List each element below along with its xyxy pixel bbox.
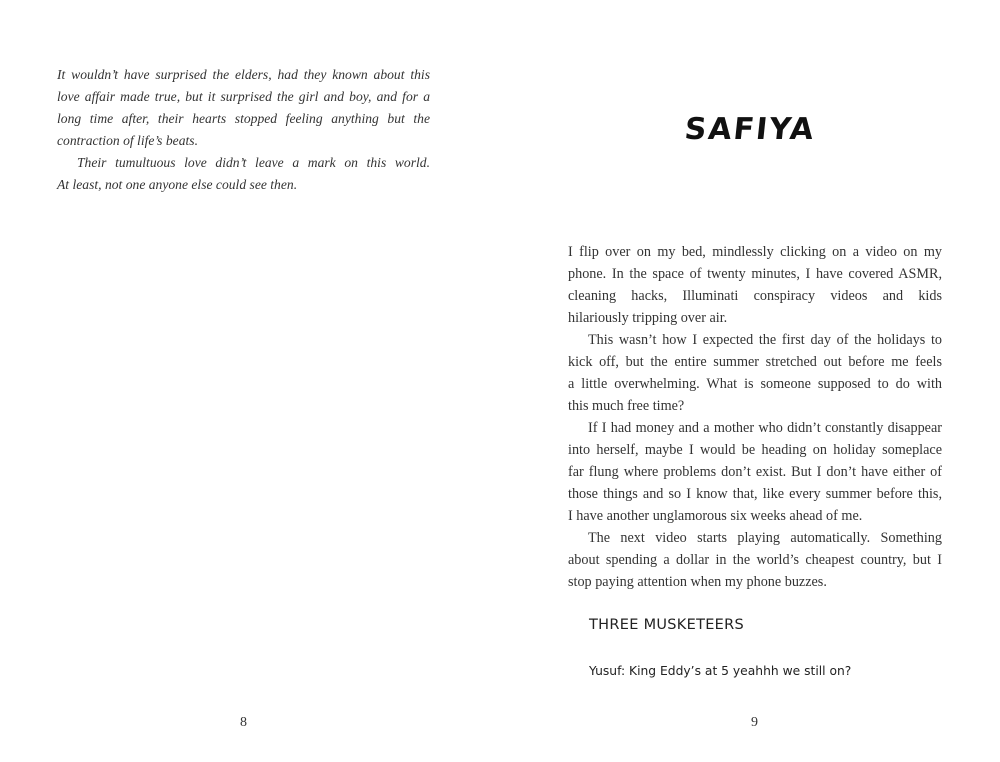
text-line: If I had money and a mother who didn’t constantly disappear bbox=[588, 420, 942, 436]
text-line: long time after, their hearts stopped feeling anything but the bbox=[57, 111, 430, 126]
text-line: hilariously tripping over air. bbox=[568, 310, 728, 326]
group-chat-name: THREE MUSKETEERS bbox=[589, 617, 745, 633]
text-line: far flung where problems don’t exist. But I don’t have either of bbox=[568, 464, 942, 480]
text-line: It wouldn’t have surprised the elders, had they known about this bbox=[57, 67, 430, 82]
text-line: kick off, but the entire summer stretched out before me feels bbox=[568, 354, 942, 370]
chapter-title: SAFIYA bbox=[682, 112, 818, 147]
page-number: 8 bbox=[240, 715, 247, 730]
text-line: contraction of life’s beats. bbox=[57, 133, 198, 148]
right-page-body bbox=[568, 241, 942, 593]
text-line: I flip over on my bed, mindlessly clicking on a video on my bbox=[568, 244, 942, 260]
page-number: 9 bbox=[751, 715, 758, 730]
text-line: this much free time? bbox=[568, 398, 685, 414]
text-line: into herself, maybe I would be heading on holiday someplace bbox=[568, 442, 942, 458]
right-page bbox=[500, 0, 1000, 762]
left-page-body bbox=[57, 64, 430, 196]
text-line: love affair made true, but it surprised the girl and boy, and for a bbox=[57, 89, 430, 104]
text-line: This wasn’t how I expected the first day of the holidays to bbox=[588, 332, 942, 348]
text-line: The next video starts playing automatically. Something bbox=[588, 530, 942, 546]
text-line: Their tumultuous love didn’t leave a mark on this world. bbox=[77, 155, 430, 170]
text-line: phone. In the space of twenty minutes, I have covered ASMR, bbox=[568, 266, 942, 282]
text-line: a little overwhelming. What is someone supposed to do with bbox=[568, 376, 942, 392]
text-line: stop paying attention when my phone buzzes. bbox=[568, 574, 827, 590]
text-line: about spending a dollar in the world’s cheapest country, but I bbox=[568, 552, 942, 568]
text-line: At least, not one anyone else could see then. bbox=[57, 177, 298, 192]
text-line: cleaning hacks, Illuminati conspiracy videos and kids bbox=[568, 288, 942, 304]
text-line: I have another unglamorous six weeks ahead of me. bbox=[568, 508, 863, 524]
chat-message: Yusuf: King Eddy’s at 5 yeahhh we still on? bbox=[589, 664, 852, 678]
text-line: those things and so I know that, like every summer before this, bbox=[568, 486, 942, 502]
